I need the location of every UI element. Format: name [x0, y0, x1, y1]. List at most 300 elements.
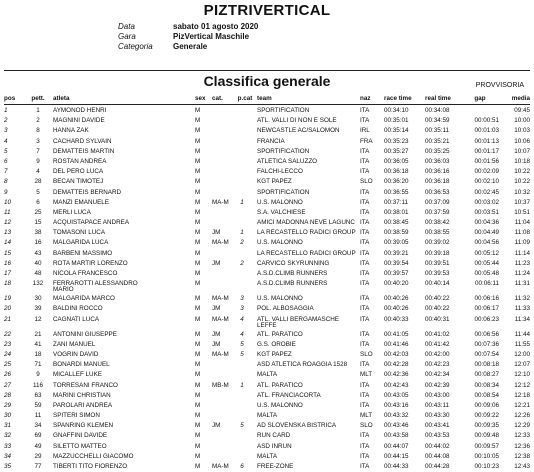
- cell-naz: ITA: [360, 229, 370, 237]
- cell-pos: 3: [4, 127, 8, 135]
- header-divider: [4, 104, 530, 105]
- cell-pett: 30: [34, 295, 42, 303]
- cell-athlete: SILETTO MATTEO: [53, 442, 107, 450]
- cell-team: FRANCIA: [257, 137, 285, 145]
- cell-gap: 00:08:18: [474, 361, 499, 369]
- col-atleta: atleta: [53, 95, 70, 102]
- cell-real-time: 00:39:02: [425, 239, 450, 247]
- cell-athlete: CACHARD SYLVAIN: [53, 137, 112, 145]
- page-title: PIZTRIVERTICAL: [203, 2, 331, 19]
- cell-gap: 00:09:35: [474, 422, 499, 430]
- cell-pett: 21: [34, 330, 42, 338]
- cell-team: G.S. OROBIE: [257, 340, 296, 348]
- table-row: [0, 238, 534, 248]
- cell-race-time: 00:41:46: [384, 340, 409, 348]
- cell-pcat: 3: [240, 305, 244, 313]
- cell-pos: 6: [4, 157, 8, 165]
- cell-athlete: BALDINI ROCCO: [53, 305, 103, 313]
- cell-real-time: 00:39:18: [425, 249, 450, 257]
- cell-team: FALCHI-LECCO: [257, 168, 303, 176]
- cell-gap: 00:03:51: [474, 208, 499, 216]
- cell-team: ATL. FRANCIACORTA: [257, 391, 321, 399]
- cell-race-time: 00:35:01: [384, 117, 409, 125]
- col-media: media: [511, 95, 530, 102]
- cell-cat: JM: [212, 340, 221, 348]
- cell-sex: M: [195, 157, 201, 165]
- cell-naz: ITA: [360, 280, 370, 288]
- cell-naz: ITA: [360, 315, 370, 323]
- cell-team: POL. ALBOSAGGIA: [257, 305, 314, 313]
- cell-cat: MA-M: [212, 350, 229, 358]
- cell-pos: 8: [4, 178, 8, 186]
- cell-naz: ITA: [360, 442, 370, 450]
- cell-team: NEWCASTLE AC/SALOMON: [257, 127, 340, 135]
- cell-media: 12:21: [514, 401, 530, 409]
- cell-media: 12:29: [514, 422, 530, 430]
- table-row: [0, 259, 534, 269]
- cell-gap: 00:09:48: [474, 432, 499, 440]
- cell-race-time: 00:36:05: [384, 157, 409, 165]
- col-pcat: p.cat: [237, 95, 253, 102]
- col-race-time: race time: [384, 95, 412, 102]
- provisional-label: PROVVISORIA: [475, 82, 524, 89]
- cell-sex: M: [195, 401, 201, 409]
- cell-pos: 32: [4, 432, 12, 440]
- cell-pett: 3: [36, 137, 40, 145]
- cell-team: LA RECASTELLO RADICI GROUP: [257, 249, 356, 257]
- cell-pett: 8: [36, 127, 40, 135]
- table-row: [0, 167, 534, 177]
- cell-pett: 28: [34, 178, 42, 186]
- cell-race-time: 00:40:33: [384, 315, 409, 323]
- cell-cat: JM: [212, 259, 221, 267]
- table-row: [0, 177, 534, 187]
- cell-pett: 12: [34, 315, 42, 323]
- cell-race-time: 00:43:58: [384, 432, 409, 440]
- cell-gap: 00:10:05: [474, 452, 499, 460]
- cell-pcat: 1: [240, 229, 244, 237]
- cell-media: 12:43: [514, 463, 530, 470]
- cell-pett: 1: [36, 107, 40, 114]
- cell-gap: 00:00:51: [474, 117, 499, 125]
- cell-athlete: PAROLARI ANDREA: [53, 401, 113, 409]
- cell-media: 12:38: [514, 452, 530, 460]
- cell-sex: M: [195, 452, 201, 460]
- cell-pos: 29: [4, 401, 12, 409]
- cell-naz: ITA: [360, 330, 370, 338]
- cell-pos: 24: [4, 350, 12, 358]
- table-row: [0, 116, 534, 126]
- cell-media: 11:24: [514, 270, 530, 277]
- cell-cat: JM: [212, 330, 221, 338]
- cell-athlete: MAZZUCCHELLI GIACOMO: [53, 452, 134, 460]
- cell-race-time: 00:41:05: [384, 330, 409, 338]
- cell-athlete: MANZI EMANUELE: [53, 198, 109, 206]
- cell-naz: IRL: [360, 127, 370, 135]
- cell-naz: MLT: [360, 412, 373, 420]
- cell-team: ASD INRUN: [257, 442, 292, 450]
- race-value: PizVertical Maschile: [173, 32, 250, 41]
- cell-pos: 14: [4, 239, 12, 247]
- cell-athlete: TIBERTI TITO FIORENZO: [53, 463, 128, 470]
- cell-real-time: 00:44:28: [425, 463, 450, 470]
- cell-sex: M: [195, 239, 201, 247]
- table-row: [0, 304, 534, 314]
- cell-cat: MB-M: [212, 381, 229, 389]
- table-row: [0, 208, 534, 218]
- category-label: Categoria: [118, 42, 153, 51]
- cell-media: 10:07: [514, 147, 530, 155]
- cell-pett: 4: [36, 168, 40, 176]
- cell-naz: ITA: [360, 239, 370, 247]
- cell-team: SPORTIFICATION: [257, 188, 310, 196]
- cell-pett: 41: [34, 340, 42, 348]
- cell-pett: 39: [34, 305, 42, 313]
- cell-sex: M: [195, 270, 201, 277]
- cell-media: 12:10: [514, 371, 530, 379]
- cell-media: 10:18: [514, 157, 530, 165]
- cell-race-time: 00:43:16: [384, 401, 409, 409]
- cell-gap: 00:05:48: [474, 270, 499, 277]
- cell-sex: M: [195, 208, 201, 216]
- cell-media: 10:03: [514, 127, 530, 135]
- cell-pett: 6: [36, 198, 40, 206]
- col-cat: cat.: [212, 95, 223, 102]
- cell-race-time: 00:44:07: [384, 442, 409, 450]
- cell-athlete: ROTA MARTIR LORENZO: [53, 259, 128, 267]
- cell-naz: ITA: [360, 259, 370, 267]
- cell-pos: 10: [4, 198, 12, 206]
- cell-athlete: AYMONOD HENRI: [53, 107, 107, 114]
- cell-media: 12:12: [514, 381, 530, 389]
- cell-cat: MA-M: [212, 239, 229, 247]
- cell-race-time: 00:35:14: [384, 127, 409, 135]
- cell-sex: M: [195, 107, 201, 114]
- cell-race-time: 00:40:26: [384, 305, 409, 313]
- cell-pos: 19: [4, 295, 12, 303]
- table-row: [0, 157, 534, 167]
- cell-race-time: 00:43:46: [384, 422, 409, 430]
- cell-athlete: BARBENI MASSIMO: [53, 249, 113, 257]
- cell-race-time: 00:43:05: [384, 391, 409, 399]
- cell-pcat: 5: [240, 350, 244, 358]
- cell-naz: ITA: [360, 107, 370, 114]
- cell-gap: 00:02:10: [474, 178, 499, 186]
- cell-sex: M: [195, 127, 201, 135]
- cell-pos: 18: [4, 280, 12, 288]
- cell-gap: 00:03:02: [474, 198, 499, 206]
- cell-real-time: 00:44:02: [425, 442, 450, 450]
- cell-naz: ITA: [360, 295, 370, 303]
- cell-team: U.S. MALONNO: [257, 198, 303, 206]
- divider: [4, 70, 530, 71]
- cell-team: MALTA: [257, 371, 278, 379]
- cell-real-time: 00:40:22: [425, 295, 450, 303]
- cell-real-time: 00:40:22: [425, 305, 450, 313]
- cell-gap: 00:07:54: [474, 350, 499, 358]
- cell-gap: 00:08:54: [474, 391, 499, 399]
- cell-race-time: 00:34:10: [384, 107, 409, 114]
- cell-real-time: 00:34:08: [425, 107, 450, 114]
- cell-race-time: 00:43:32: [384, 412, 409, 420]
- cell-media: 11:31: [514, 280, 530, 288]
- cell-team: A.S.D.CLIMB RUNNERS: [257, 280, 328, 288]
- cell-pett: 29: [34, 452, 42, 460]
- cell-team: A.S.D.CLIMB RUNNERS: [257, 270, 328, 277]
- cell-race-time: 00:39:54: [384, 259, 409, 267]
- cell-sex: M: [195, 178, 201, 186]
- cell-sex: M: [195, 412, 201, 420]
- cell-race-time: 00:38:59: [384, 229, 409, 237]
- results-table: [0, 106, 534, 472]
- cell-sex: M: [195, 117, 201, 125]
- cell-pos: 22: [4, 330, 12, 338]
- cell-race-time: 00:42:36: [384, 371, 409, 379]
- cell-team: U.S. MALONNO: [257, 239, 303, 247]
- cell-pett: 34: [34, 422, 42, 430]
- cell-gap: 00:01:13: [474, 137, 499, 145]
- cell-naz: ITA: [360, 452, 370, 460]
- cell-team: ASD ATLETICA ROAGGIA 1528: [257, 361, 348, 369]
- cell-gap: 00:01:17: [474, 147, 499, 155]
- cell-naz: SLO: [360, 422, 373, 430]
- cell-real-time: 00:39:51: [425, 259, 450, 267]
- cell-real-time: 00:43:30: [425, 412, 450, 420]
- cell-pos: 26: [4, 371, 12, 379]
- cell-cat: JM: [212, 305, 221, 313]
- cell-team-line2: LEFFE: [257, 321, 277, 329]
- cell-naz: ITA: [360, 361, 370, 369]
- cell-race-time: 00:36:18: [384, 168, 409, 176]
- cell-team: ATL. VALLI BERGAMASCHE: [257, 315, 340, 323]
- cell-real-time: 00:40:14: [425, 280, 450, 288]
- col-gap: gap: [474, 95, 486, 102]
- cell-team: CARVICO SKYRUNNING: [257, 259, 330, 267]
- cell-naz: ITA: [360, 147, 370, 155]
- col-pett: pett.: [31, 95, 45, 102]
- cell-gap: 00:04:49: [474, 229, 499, 237]
- cell-media: 12:36: [514, 442, 530, 450]
- cell-sex: M: [195, 137, 201, 145]
- cell-team: ATLETICA SALUZZO: [257, 157, 318, 165]
- cell-sex: M: [195, 259, 201, 267]
- cell-media: 10:37: [514, 198, 530, 206]
- cell-gap: 00:01:03: [474, 127, 499, 135]
- cell-naz: SLO: [360, 178, 373, 186]
- cell-athlete: DEMATTEIS BERNARD: [53, 188, 122, 196]
- cell-pett: 48: [34, 270, 42, 277]
- cell-team: KGT PAPEZ: [257, 350, 292, 358]
- cell-media: 12:18: [514, 391, 530, 399]
- event-info: [118, 22, 258, 52]
- cell-media: 11:23: [514, 259, 530, 267]
- cell-pett: 132: [32, 280, 44, 288]
- cell-team: SPORTIFICATION: [257, 147, 310, 155]
- cell-race-time: 00:35:23: [384, 137, 409, 145]
- table-row: [0, 315, 534, 330]
- cell-naz: ITA: [360, 157, 370, 165]
- table-row: [0, 294, 534, 304]
- cell-gap: 00:08:27: [474, 371, 499, 379]
- cell-media: 11:04: [514, 219, 530, 227]
- cell-pos: 34: [4, 452, 12, 460]
- date-label: Data: [118, 22, 135, 31]
- cell-team: AD SLOVENSKA BISTRICA: [257, 422, 337, 430]
- cell-sex: M: [195, 350, 201, 358]
- cell-athlete: DEMATTEIS MARTIN: [53, 147, 115, 155]
- cell-sex: M: [195, 315, 201, 323]
- cell-pett: 116: [32, 381, 44, 389]
- cell-sex: M: [195, 340, 201, 348]
- cell-pos: 17: [4, 270, 12, 277]
- cell-naz: ITA: [360, 168, 370, 176]
- cell-real-time: 00:39:53: [425, 270, 450, 277]
- category-value: Generale: [173, 42, 208, 51]
- cell-team: SPORTIFICATION: [257, 107, 310, 114]
- cell-gap: 00:09:06: [474, 401, 499, 409]
- cell-pett: 25: [34, 208, 42, 216]
- cell-gap: 00:05:44: [474, 259, 499, 267]
- table-row: [0, 431, 534, 441]
- cell-athlete: SPANRING KLEMEN: [53, 422, 114, 430]
- cell-cat: JM: [212, 229, 221, 237]
- table-row: [0, 421, 534, 431]
- cell-real-time: 00:36:18: [425, 178, 450, 186]
- cell-team: S.A. VALCHIESE: [257, 208, 306, 216]
- cell-media: 12:26: [514, 412, 530, 420]
- cell-real-time: 00:42:39: [425, 381, 450, 389]
- table-header: [0, 93, 534, 104]
- cell-athlete: MALGARIDA MARCO: [53, 295, 115, 303]
- cell-race-time: 00:39:05: [384, 239, 409, 247]
- cell-sex: M: [195, 295, 201, 303]
- cell-real-time: 00:35:11: [425, 127, 450, 135]
- cell-naz: ITA: [360, 198, 370, 206]
- cell-pett: 71: [34, 361, 42, 369]
- cell-pos: 31: [4, 422, 12, 430]
- cell-pett: 77: [34, 463, 42, 470]
- table-row: [0, 350, 534, 360]
- cell-pett: 11: [34, 412, 42, 420]
- cell-team: KGT PAPEZ: [257, 178, 292, 186]
- cell-naz: ITA: [360, 391, 370, 399]
- cell-media: 10:06: [514, 137, 530, 145]
- cell-pcat: 5: [240, 340, 244, 348]
- cell-real-time: 00:42:00: [425, 350, 450, 358]
- cell-real-time: 00:43:11: [425, 401, 450, 409]
- cell-gap: 00:08:34: [474, 381, 499, 389]
- cell-pcat: 1: [240, 198, 244, 206]
- cell-cat: MA-M: [212, 198, 229, 206]
- cell-race-time: 00:36:20: [384, 178, 409, 186]
- cell-pos: 25: [4, 361, 12, 369]
- cell-pett: 49: [34, 442, 42, 450]
- cell-media: 11:32: [514, 295, 530, 303]
- cell-race-time: 00:39:57: [384, 270, 409, 277]
- cell-team: U.S. MALONNO: [257, 401, 303, 409]
- cell-pett: 38: [34, 229, 42, 237]
- cell-athlete: MICALLEF LUKE: [53, 371, 102, 379]
- cell-pos: 7: [4, 168, 8, 176]
- cell-pett: 40: [34, 259, 42, 267]
- cell-pcat: 4: [240, 330, 244, 338]
- cell-athlete: TOMASONI LUCA: [53, 229, 106, 237]
- cell-media: 10:51: [514, 208, 530, 216]
- cell-sex: M: [195, 381, 201, 389]
- cell-gap: 00:06:23: [474, 315, 499, 323]
- cell-media: 10:32: [514, 188, 530, 196]
- table-row: [0, 106, 534, 116]
- cell-sex: M: [195, 391, 201, 399]
- cell-media: 12:33: [514, 432, 530, 440]
- cell-cat: MA-M: [212, 295, 229, 303]
- cell-athlete: GNAFFINI DAVIDE: [53, 432, 108, 440]
- table-row: [0, 381, 534, 391]
- cell-race-time: 00:38:01: [384, 208, 409, 216]
- cell-athlete: MARINI CHRISTIAN: [53, 391, 111, 399]
- cell-cat: MA-M: [212, 315, 229, 323]
- cell-pett: 16: [34, 239, 42, 247]
- table-row: [0, 228, 534, 238]
- cell-gap: 00:09:22: [474, 412, 499, 420]
- cell-team: ATL. PARATICO: [257, 330, 303, 338]
- table-row: [0, 391, 534, 401]
- cell-sex: M: [195, 432, 201, 440]
- cell-athlete: ZANI MANUEL: [53, 340, 96, 348]
- cell-naz: ITA: [360, 463, 370, 470]
- cell-pos: 12: [4, 219, 12, 227]
- cell-gap: 00:10:23: [474, 463, 499, 470]
- cell-team: RUN CARD: [257, 432, 291, 440]
- cell-pcat: 2: [240, 239, 244, 247]
- cell-gap: 00:05:12: [474, 249, 499, 257]
- cell-sex: M: [195, 330, 201, 338]
- cell-race-time: 00:44:15: [384, 452, 409, 460]
- cell-athlete: MERLI LUCA: [53, 208, 91, 216]
- cell-team: U.S. MALONNO: [257, 295, 303, 303]
- cell-sex: M: [195, 229, 201, 237]
- cell-pos: 30: [4, 412, 12, 420]
- col-sex: sex: [195, 95, 206, 102]
- cell-media: 11:34: [514, 315, 530, 323]
- cell-pcat: 1: [240, 381, 244, 389]
- cell-naz: ITA: [360, 305, 370, 313]
- cell-pos: 4: [4, 137, 8, 145]
- cell-real-time: 00:36:16: [425, 168, 450, 176]
- table-row: [0, 330, 534, 340]
- cell-sex: M: [195, 249, 201, 257]
- cell-sex: M: [195, 219, 201, 227]
- cell-pett: 7: [36, 147, 40, 155]
- cell-race-time: 00:36:55: [384, 188, 409, 196]
- cell-naz: ITA: [360, 270, 370, 277]
- cell-sex: M: [195, 168, 201, 176]
- cell-pos: 35: [4, 463, 12, 470]
- cell-pett: 9: [36, 157, 40, 165]
- cell-race-time: 00:39:21: [384, 249, 409, 257]
- cell-pos: 28: [4, 391, 12, 399]
- cell-gap: 00:02:45: [474, 188, 499, 196]
- table-row: [0, 218, 534, 228]
- cell-real-time: 00:35:25: [425, 147, 450, 155]
- cell-race-time: 00:42:03: [384, 350, 409, 358]
- ranking-heading: Classifica generale: [203, 73, 331, 89]
- cell-real-time: 00:35:21: [425, 137, 450, 145]
- cell-real-time: 00:38:55: [425, 229, 450, 237]
- cell-naz: ITA: [360, 117, 370, 125]
- cell-media: 11:08: [514, 229, 530, 237]
- table-row: [0, 147, 534, 157]
